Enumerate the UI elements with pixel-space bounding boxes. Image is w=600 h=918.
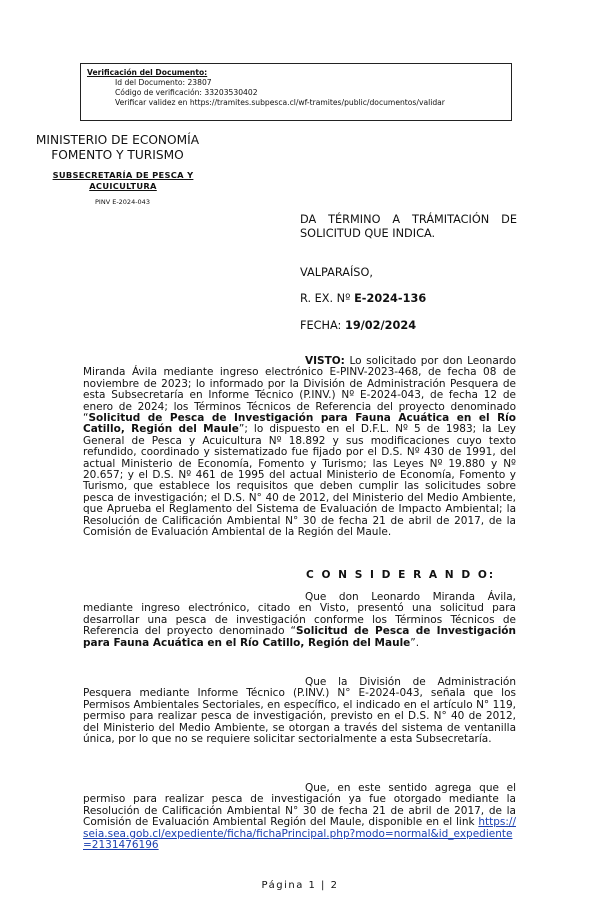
page-number: Página 1 | 2 [261, 880, 339, 891]
ministry-line-1: MINISTERIO DE ECONOMÍA [35, 133, 200, 147]
project-name: Solicitud de Pesca de Investigación para Fauna Acuática en el Río Catillo, Región del Maule [83, 412, 516, 436]
ministry-line-2: FOMENTO Y TURISMO [51, 148, 184, 162]
visto-paragraph: VISTO: Lo solicitado por don Leonardo Miranda Ávila mediante ingreso electrónico E-PINV-2023-468, de fecha 08 de noviembre de 2023; lo informado por la División de Administración Pesquera de esta Subsecretaría en Informe Técnico (P.INV.) Nº E-2024-043, de fecha 12 de enero de 2024; los Términos Técnicos de Referencia del proyecto denominado “Solicitud de Pesca de Investigación para Fauna Acuática en el Río Catillo, Región del Maule”; lo dispuesto en el D.F.L. Nº 5 de 1983; la Ley General de Pesca y Acuicultura Nº 18.892 y sus modificaciones cuyo texto refundido, coordinado y sistematizado fue fijado por el D.S. Nº 430 de 1991, del actual Ministerio de Economía, Fomento y Turismo; las Leyes Nº 19.880 y Nº 20.657; y el D.S. Nº 461 de 1995 del actual Ministerio de Economía, Fomento y Turismo, que establece los requisitos que deben cumplir las solicitudes sobre pesca de investigación; el D.S. N° 40 de 2012, del Ministerio del Medio Ambiente, que Aprueba el Reglamento del Sistema de Evaluación de Impacto Ambiental; la Resolución de Calificación Ambiental N° 30 de fecha 21 de abril de 2017, de la Comisión de Evaluación Ambiental de la Región del Maule. [83, 355, 516, 539]
date-value: 19/02/2024 [344, 319, 417, 332]
verification-title: Verificación del Documento: [87, 68, 208, 77]
subsecretaria-heading: SUBSECRETARÍA DE PESCA Y ACUICULTURA [52, 170, 194, 191]
verification-list [87, 78, 505, 108]
considerando-paragraph-3: Que, en este sentido agrega que el permiso para realizar pesca de investigación ya fue otorgado mediante la Resolución de Calificación Ambiental N° 30 de fecha 21 de abril de 2017, de la Comisión de Evaluación Ambiental Región del Maule, disponible en el link https://seia.sea.gob.cl/expediente/ficha/fichaPrincipal.php?modo=normal&id_expediente=2131476196 [83, 782, 516, 852]
considerando-paragraph-1: Que don Leonardo Miranda Ávila, mediante ingreso electrónico, citado en Visto, presentó una solicitud para desarrollar una pesca de investigación conforme los Términos Técnicos de Referencia del proyecto denominado “Solicitud de Pesca de Investigación para Fauna Acuática en el Río Catillo, Región del Maule”. [83, 591, 516, 649]
verification-url[interactable]: • Verificar validez en https://tramites.subpesca.cl/wf-tramites/public/documentos/validar [115, 98, 505, 108]
visto-label: VISTO: [305, 355, 345, 367]
verification-doc-id: • Id del Documento: 23807 [115, 78, 505, 88]
rex-label: R. EX. Nº [300, 292, 355, 305]
considerando-title: C O N S I D E R A N D O: [306, 569, 496, 581]
resolution-date [300, 319, 416, 333]
considerando-paragraph-2: Que la División de Administración Pesquera mediante Informe Técnico (P.INV.) N° E-2024-043, señala que los Permisos Ambientales Sectoriales, en específico, el indicado en el artículo N° 119, permiso para realizar pesca de investigación, previsto en el D.S. N° 40 de 2012, del Ministerio del Medio Ambiente, se otorgan a través del sistema de ventanilla única, por lo que no se requiere solicitar sectorialmente a esta Subsecretaría. [83, 676, 516, 746]
pinv-reference: PINV E-2024-043 [95, 198, 150, 206]
ministry-heading [30, 133, 205, 163]
resolution-place: VALPARAÍSO, [300, 266, 373, 279]
resolution-subject: DA TÉRMINO A TRÁMITACIÓN DE SOLICITUD QUE INDICA. [300, 213, 517, 240]
resolution-number [300, 292, 426, 306]
verification-code: • Código de verificación: 33203530402 [115, 88, 505, 98]
project-name-2: Solicitud de Pesca de Investigación para Fauna Acuática en el Río Catillo, Región del Maule [83, 625, 516, 649]
seia-link[interactable]: https://seia.sea.gob.cl/expediente/ficha/fichaPrincipal.php?modo=normal&id_expediente=2131476196 [83, 816, 516, 852]
verification-box [80, 63, 512, 121]
date-label: FECHA: [300, 319, 345, 332]
rex-number: E-2024-136 [354, 292, 427, 305]
